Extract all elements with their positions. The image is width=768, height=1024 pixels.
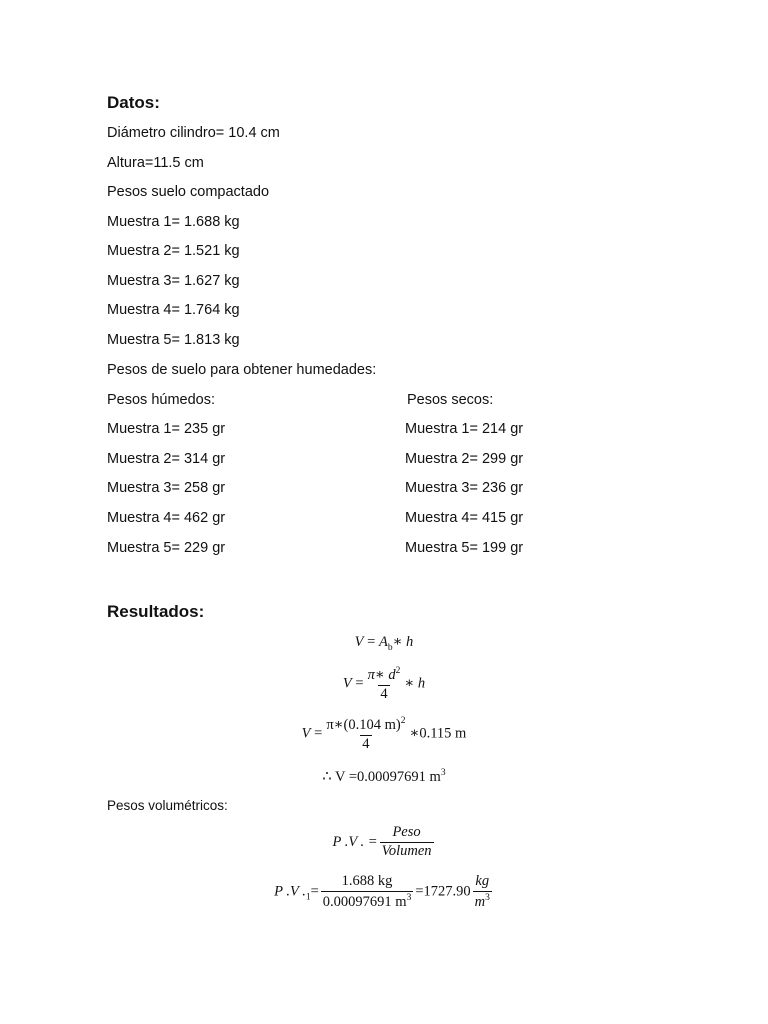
dato-line: Altura=11.5 cm xyxy=(107,155,204,171)
equation-unit-weight-1: P .V $._1=$ $\frac{1.688 kg}{0.00097691 m^3}$ =1727.90 $\frac{kg}{m^3}$ xyxy=(274,873,490,910)
unit-fraction: $\frac{kg}{m^3}$ xyxy=(474,873,490,910)
seco-item: Muestra 4= 415 gr xyxy=(405,510,524,526)
fraction: $\frac{\text{Peso}}{\text{Volumen}}$ xyxy=(381,824,432,859)
equation-volume-diameter: V = $\frac{\pi∗ d^2}{4}$ ∗ h xyxy=(342,666,426,702)
humedo-item: Muestra 4= 462 gr xyxy=(107,510,226,526)
dato-line: Pesos de suelo para obtener humedades: xyxy=(107,362,377,378)
equation-unit-weight: P .V . = $\frac{\text{Peso}}{\text{Volumen}}$ xyxy=(332,824,432,859)
seco-item: Muestra 1= 214 gr xyxy=(405,421,524,437)
resultados-heading: Resultados: xyxy=(107,602,205,621)
dato-line: Muestra 4= 1.764 kg xyxy=(107,302,240,318)
dato-line: Muestra 1= 1.688 kg xyxy=(107,214,240,230)
secos-title: Pesos secos: xyxy=(407,392,494,408)
dato-line: Pesos suelo compactado xyxy=(107,184,270,200)
seco-item: Muestra 3= 236 gr xyxy=(405,480,524,496)
datos-heading: Datos: xyxy=(107,93,160,112)
humedo-item: Muestra 2= 314 gr xyxy=(107,451,226,467)
fraction: $\frac{\pi∗ d^2}{4}$ xyxy=(367,666,401,702)
humedo-item: Muestra 3= 258 gr xyxy=(107,480,226,496)
equation-volume-result: ∴ V =0.00097691 $m^3$ xyxy=(322,768,446,785)
equation-volume: $V = A_b∗$ h xyxy=(354,634,414,653)
humedos-title: Pesos húmedos: xyxy=(107,392,216,408)
fraction: $\frac{\pi∗(0.104 m)^2}{4}$ xyxy=(326,716,406,752)
dato-line: Muestra 2= 1.521 kg xyxy=(107,243,240,259)
humedo-item: Muestra 1= 235 gr xyxy=(107,421,226,437)
dato-line: Diámetro cilindro= 10.4 cm xyxy=(107,125,280,141)
pesos-volumetricos-label: Pesos volumétricos: xyxy=(107,798,228,813)
seco-item: Muestra 5= 199 gr xyxy=(405,540,524,556)
dato-line: Muestra 3= 1.627 kg xyxy=(107,273,240,289)
equation-volume-substituted: V = $\frac{\pi∗(0.104 m)^2}{4}$ ∗0.115 m xyxy=(301,716,467,752)
fraction: $\frac{1.688 kg}{0.00097691 m^3}$ xyxy=(322,873,412,910)
humedo-item: Muestra 5= 229 gr xyxy=(107,540,226,556)
dato-line: Muestra 5= 1.813 kg xyxy=(107,332,240,348)
seco-item: Muestra 2= 299 gr xyxy=(405,451,524,467)
